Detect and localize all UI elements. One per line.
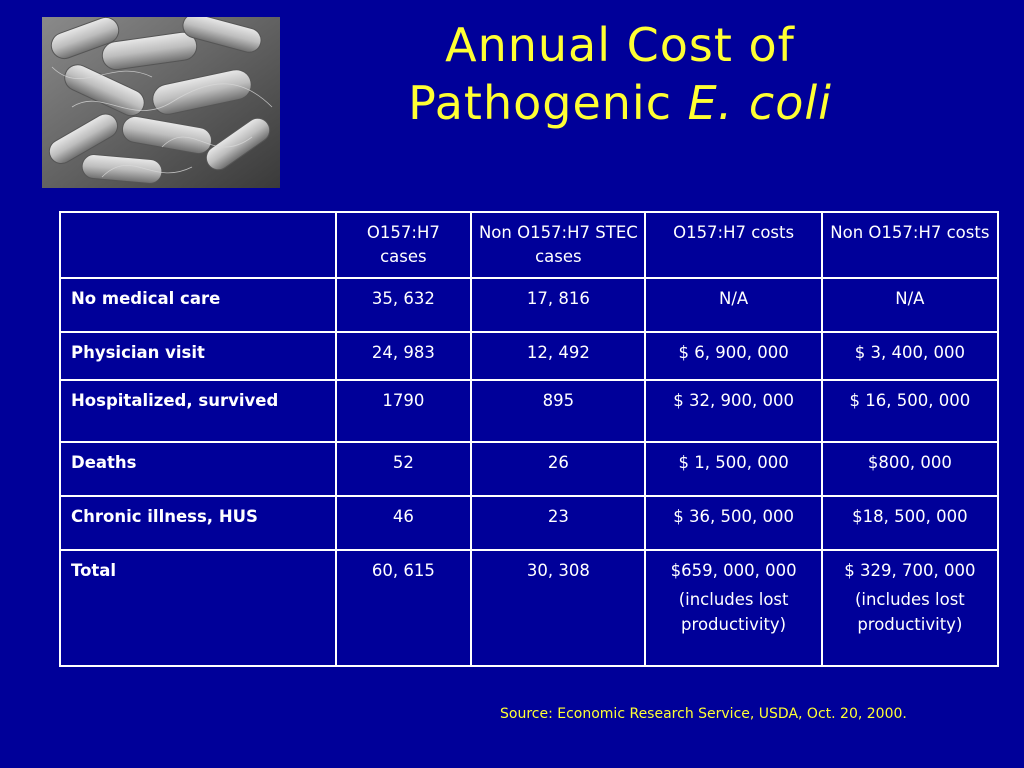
cell-non-o157-cases: 30, 308 (471, 550, 645, 666)
title-line-2-prefix: Pathogenic (408, 76, 688, 130)
cell-o157-costs: $ 6, 900, 000 (645, 332, 821, 380)
cell-non-o157-costs: $18, 500, 000 (822, 496, 998, 550)
cell-non-o157-cases: 12, 492 (471, 332, 645, 380)
row-label: Total (60, 550, 336, 666)
cell-non-o157-cases: 26 (471, 442, 645, 496)
cell-o157-cases: 52 (336, 442, 472, 496)
row-label: Hospitalized, survived (60, 380, 336, 442)
table-row (60, 550, 998, 666)
header-non-o157-costs: Non O157:H7 costs (822, 212, 998, 278)
cell-non-o157-cases: 23 (471, 496, 645, 550)
header-cell-empty (60, 212, 336, 278)
cell-o157-costs-total (645, 550, 821, 666)
title-line-2-italic: E. coli (687, 76, 832, 130)
title-line-1: Annual Cost of (445, 18, 795, 72)
cell-non-o157-costs: $ 3, 400, 000 (822, 332, 998, 380)
cell-non-o157-cases: 895 (471, 380, 645, 442)
row-label: Chronic illness, HUS (60, 496, 336, 550)
cell-o157-cases: 35, 632 (336, 278, 472, 332)
row-label: Physician visit (60, 332, 336, 380)
cell-o157-costs: $ 36, 500, 000 (645, 496, 821, 550)
header-o157-costs: O157:H7 costs (645, 212, 821, 278)
cell-o157-cases: 1790 (336, 380, 472, 442)
cell-o157-cases: 46 (336, 496, 472, 550)
source-citation: Source: Economic Research Service, USDA, Oct. 20, 2000. (500, 706, 907, 722)
cell-o157-cases: 60, 615 (336, 550, 472, 666)
cell-non-o157-costs: N/A (822, 278, 998, 332)
row-label: Deaths (60, 442, 336, 496)
table-row (60, 278, 998, 332)
cell-non-o157-costs: $800, 000 (822, 442, 998, 496)
table-row (60, 380, 998, 442)
table-row (60, 442, 998, 496)
cell-note: (includes lost productivity) (678, 590, 789, 634)
cell-non-o157-costs-total (822, 550, 998, 666)
header-non-o157-cases: Non O157:H7 STEC cases (471, 212, 645, 278)
header-o157-cases: O157:H7 cases (336, 212, 472, 278)
table-header-row (60, 212, 998, 278)
slide-title (300, 16, 940, 132)
table-row (60, 496, 998, 550)
row-label: No medical care (60, 278, 336, 332)
table-row (60, 332, 998, 380)
cell-o157-costs: $ 32, 900, 000 (645, 380, 821, 442)
cell-non-o157-costs: $ 16, 500, 000 (822, 380, 998, 442)
cell-o157-cases: 24, 983 (336, 332, 472, 380)
bacteria-micrograph-icon (42, 17, 280, 188)
cell-value: $ 329, 700, 000 (844, 561, 976, 580)
cost-table (59, 211, 999, 667)
cell-o157-costs: N/A (645, 278, 821, 332)
cell-note: (includes lost productivity) (854, 590, 965, 634)
cell-o157-costs: $ 1, 500, 000 (645, 442, 821, 496)
cell-non-o157-cases: 17, 816 (471, 278, 645, 332)
cell-value: $659, 000, 000 (670, 561, 797, 580)
title-line-2 (300, 74, 940, 132)
